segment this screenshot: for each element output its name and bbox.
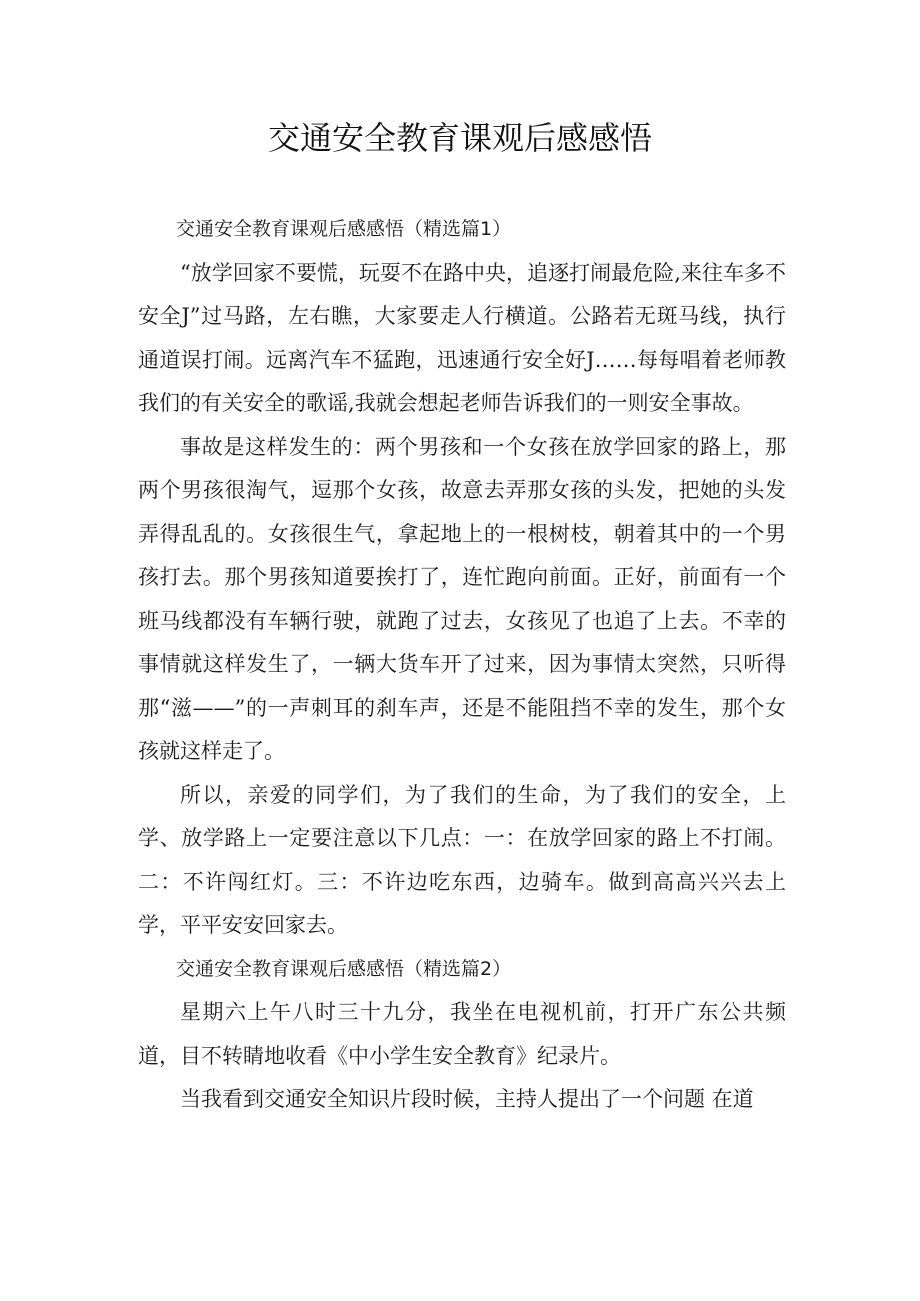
section-heading-1: 交通安全教育课观后感感悟（精选篇1） [176, 218, 512, 240]
paragraph-1: “放学回家不要慌，玩耍不在路中央，追逐打闹最危险,来往车多不安全J”过马路，左右瞧，大家要走人行横道。公路若无斑马线，执行通道误打闹。远离汽车不猛跑，迅速通行安全好J……每每唱着老师教我们的有关安全的歌谣,我就会想起老师告诉我们的一则安全事故。 [138, 260, 786, 415]
paragraph-4: 星期六上午八时三十九分，我坐在电视机前，打开广东公共频道，目不转睛地收看《中小学生安全教育》纪录片。 [138, 1000, 786, 1068]
paragraph-5: 当我看到交通安全知识片段时候，主持人提出了一个问题 在道 [180, 1087, 754, 1111]
paragraph-2: 事故是这样发生的：两个男孩和一个女孩在放学回家的路上，那两个男孩很淘气，逗那个女孩，故意去弄那女孩的头发，把她的头发弄得乱乱的。女孩很生气，拿起地上的一根树枝，朝着其中的一个男孩打去。那个男孩知道要挨打了，连忙跑向前面。正好，前面有一个班马线都没有车辆行驶，就跑了过去，女孩见了也追了上去。不幸的事情就这样发生了，一辆大货车开了过来，因为事情太突然，只听得那“滋——”的一声刺耳的刹车声，还是不能阻挡不幸的发生，那个女孩就这样走了。 [138, 434, 786, 763]
document-title: 交通安全教育课观后感感悟 [267, 119, 652, 157]
paragraph-3: 所以，亲爱的同学们，为了我们的生命，为了我们的安全，上学、放学路上一定要注意以下几点：一：在放学回家的路上不打闹。二：不许闯红灯。三：不许边吃东西，边骑车。做到高高兴兴去上学，平平安安回家去。 [138, 782, 786, 937]
section-heading-2: 交通安全教育课观后感感悟（精选篇2） [176, 957, 512, 980]
document-body [138, 208, 786, 1122]
